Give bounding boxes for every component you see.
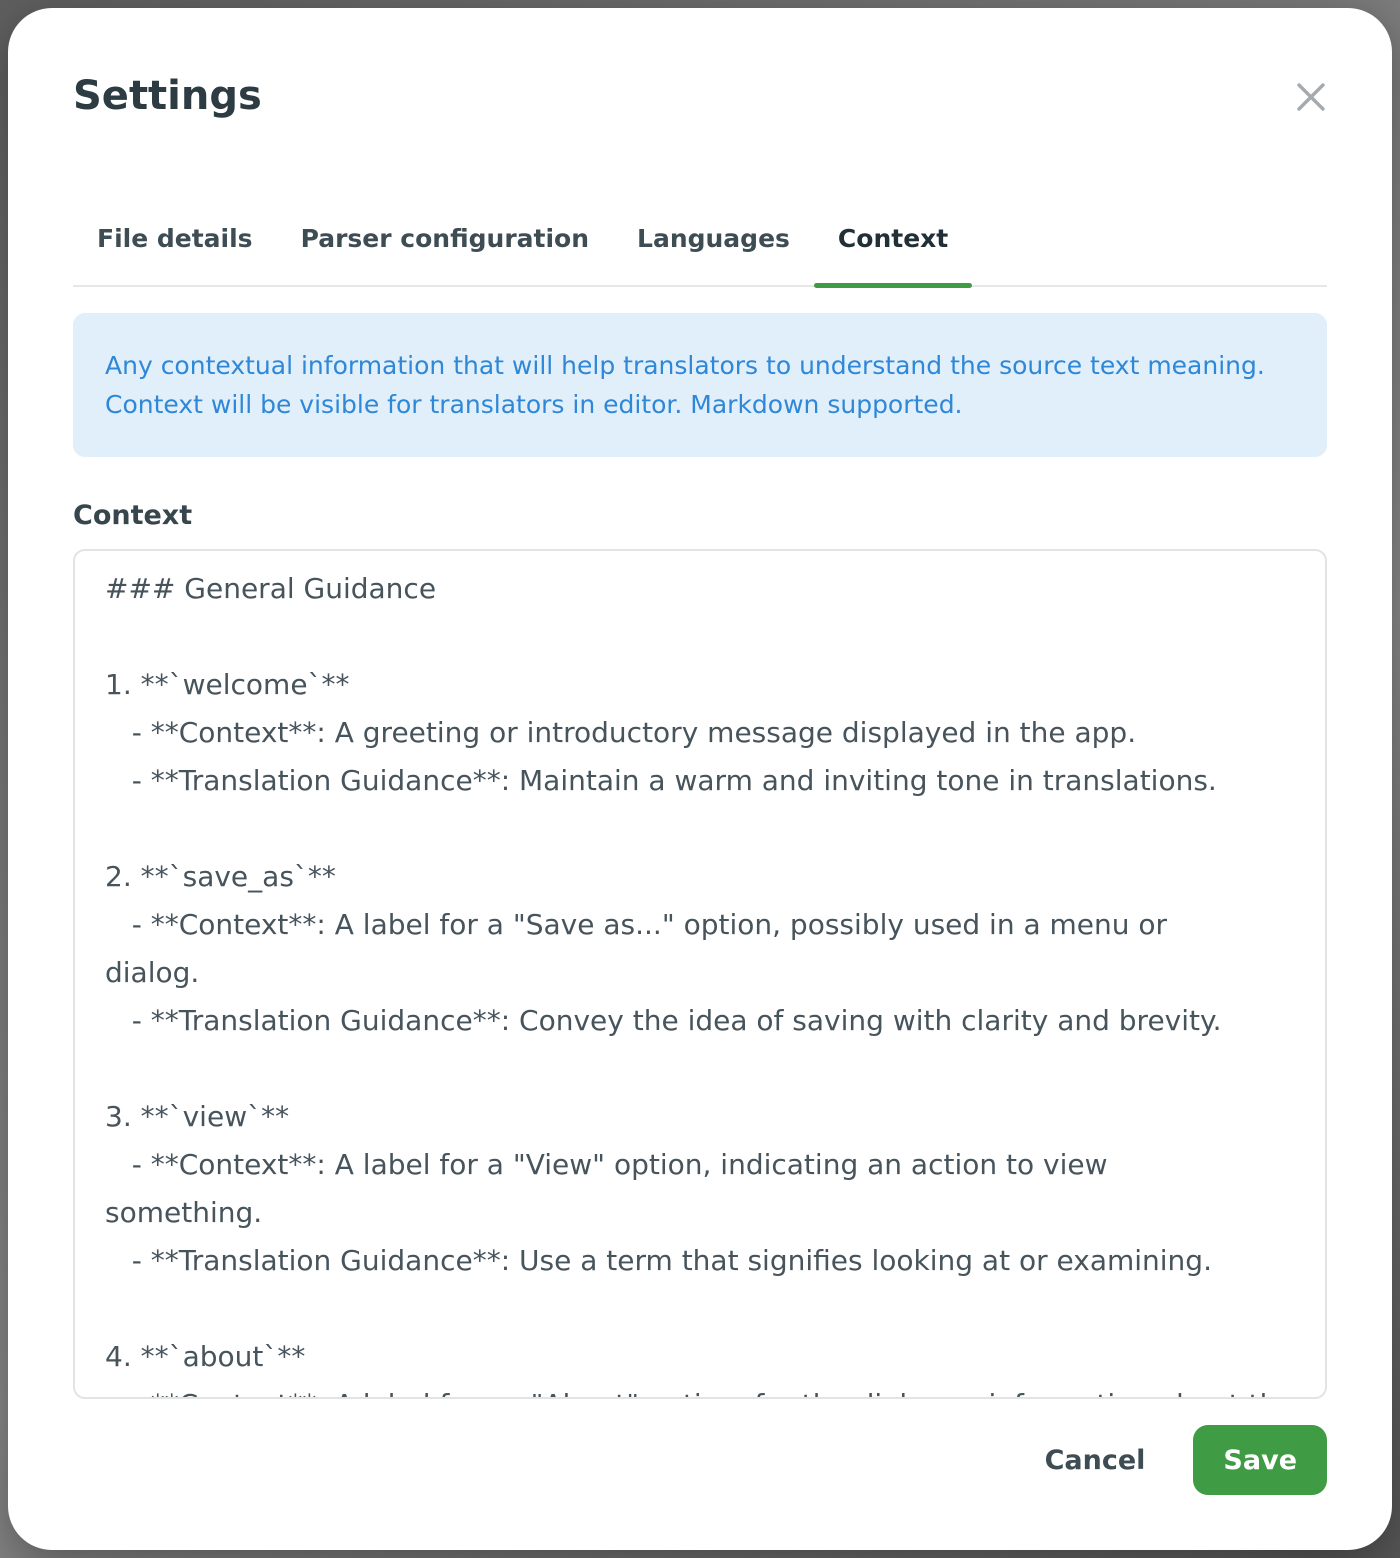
- context-field-label: Context: [73, 500, 193, 531]
- close-icon: [1295, 81, 1327, 113]
- settings-modal: [8, 8, 1392, 1550]
- tab-languages[interactable]: Languages: [613, 223, 814, 285]
- tab-bar: [73, 223, 1327, 287]
- modal-title: Settings: [73, 73, 262, 119]
- context-textarea[interactable]: [73, 549, 1327, 1399]
- tab-parser-configuration[interactable]: Parser configuration: [277, 223, 613, 285]
- modal-footer: [73, 1425, 1327, 1495]
- save-button[interactable]: Save: [1193, 1425, 1327, 1495]
- tab-file-details[interactable]: File details: [73, 223, 277, 285]
- close-button[interactable]: [1286, 72, 1336, 122]
- tab-context[interactable]: Context: [814, 223, 972, 285]
- info-banner-line2: Context will be visible for translators in editor. Markdown supported.: [105, 390, 963, 419]
- cancel-button[interactable]: Cancel: [1023, 1431, 1168, 1490]
- info-banner-line1: Any contextual information that will help translators to understand the source text meaning.: [105, 351, 1265, 380]
- context-info-banner: [73, 313, 1327, 457]
